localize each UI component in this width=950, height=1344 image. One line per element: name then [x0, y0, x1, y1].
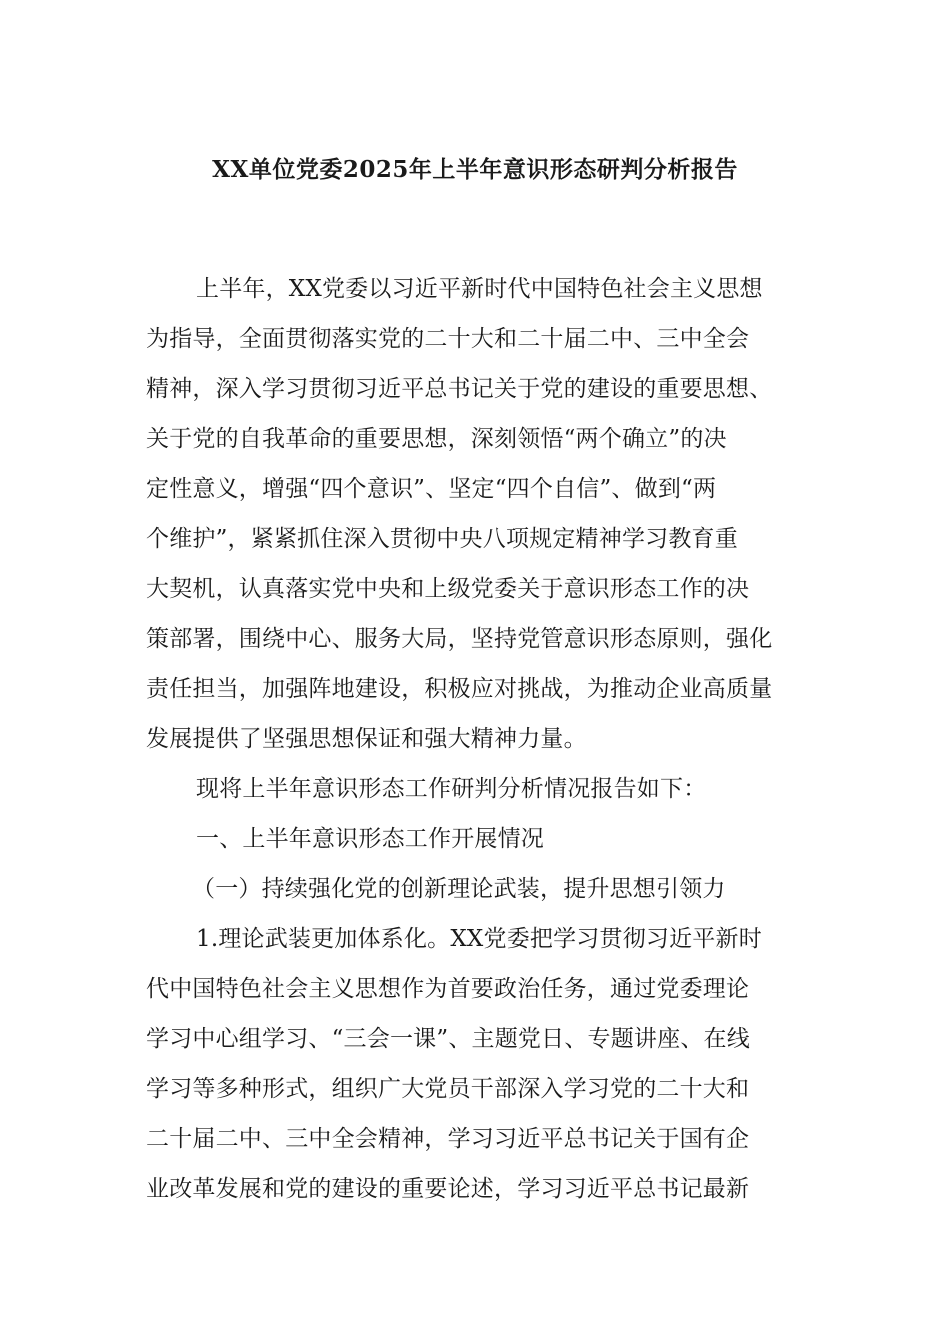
- paragraph-line: 上半年，XX党委以习近平新时代中国特色社会主义思想: [196, 276, 763, 302]
- paragraph-line: 责任担当，加强阵地建设，积极应对挑战，为推动企业高质量: [146, 676, 773, 702]
- paragraph-line: 二十届二中、三中全会精神，学习习近平总书记关于国有企: [146, 1126, 750, 1152]
- section-heading: 一、上半年意识形态工作开展情况: [196, 826, 544, 852]
- paragraph-line: 关于党的自我革命的重要思想，深刻领悟“两个确立”的决: [146, 426, 727, 452]
- paragraph-line: 精神，深入学习贯彻习近平总书记关于党的建设的重要思想、: [146, 376, 773, 402]
- paragraph-line: 为指导，全面贯彻落实党的二十大和二十届二中、三中全会: [146, 326, 750, 352]
- paragraph-line: 代中国特色社会主义思想作为首要政治任务，通过党委理论: [146, 976, 750, 1002]
- subsection-heading: （一）持续强化党的创新理论武装，提升思想引领力: [192, 876, 726, 902]
- paragraph-line: 学习等多种形式，组织广大党员干部深入学习党的二十大和: [146, 1076, 750, 1102]
- paragraph-line: 发展提供了坚强思想保证和强大精神力量。: [146, 726, 587, 752]
- paragraph-line: 大契机，认真落实党中央和上级党委关于意识形态工作的决: [146, 576, 750, 602]
- document-title: XX单位党委2025年上半年意识形态研判分析报告: [212, 156, 738, 183]
- paragraph-line: 个维护”，紧紧抓住深入贯彻中央八项规定精神学习教育重: [146, 526, 738, 552]
- paragraph-line: 现将上半年意识形态工作研判分析情况报告如下：: [196, 776, 707, 802]
- document-body: [146, 264, 846, 1214]
- paragraph-line: 1.理论武装更加体系化。XX党委把学习贯彻习近平新时: [196, 926, 762, 952]
- paragraph-line: 定性意义，增强“四个意识”、坚定“四个自信”、做到“两: [146, 476, 717, 502]
- paragraph-line: 策部署，围绕中心、服务大局，坚持党管意识形态原则，强化: [146, 626, 773, 652]
- paragraph-line: 学习中心组学习、“三会一课”、主题党日、专题讲座、在线: [146, 1026, 750, 1052]
- paragraph-line: 业改革发展和党的建设的重要论述，学习习近平总书记最新: [146, 1176, 750, 1202]
